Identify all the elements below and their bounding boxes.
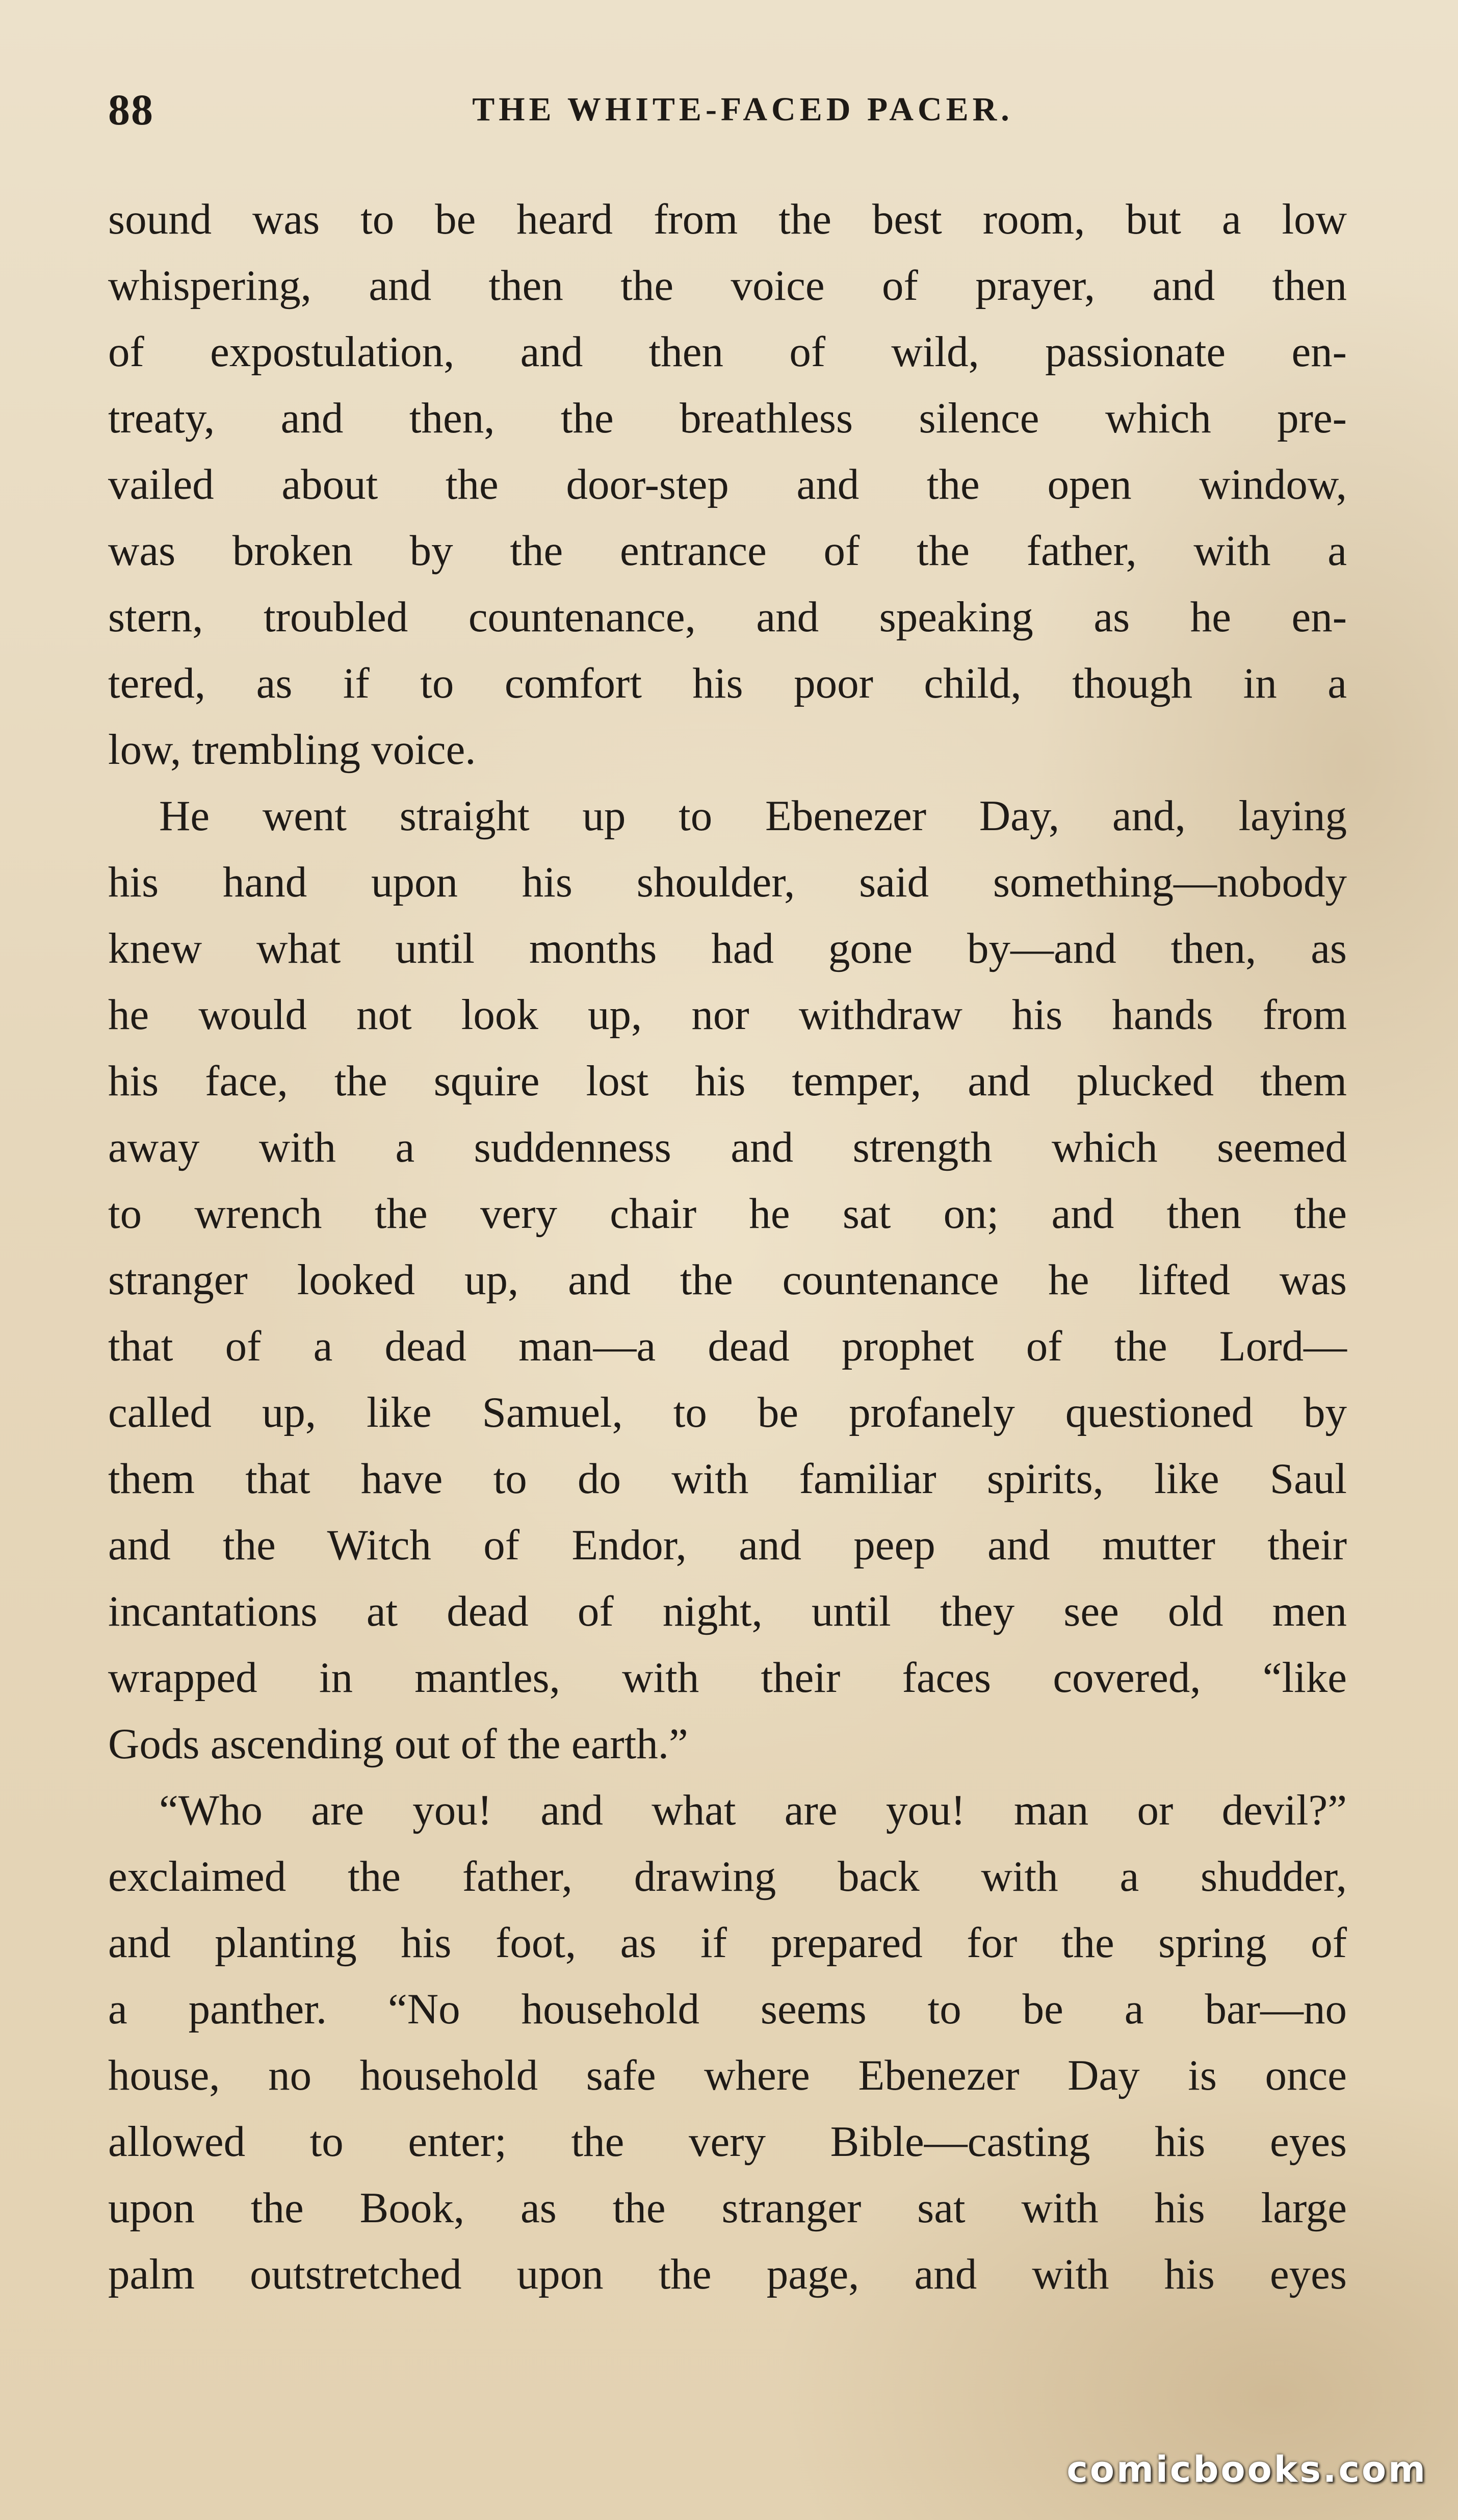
paragraph-3 [108,1777,1347,2307]
text-line: away with a suddenness and strength which seemed [108,1123,1347,1171]
text-line: and planting his foot, as if prepared for the spring of [108,1919,1347,1967]
page-header [108,79,1347,140]
body-text [108,186,1347,2307]
text-line: vailed about the door-step and the open window, [108,460,1347,508]
text-line: sound was to be heard from the best room, but a low [108,195,1347,243]
text-line: upon the Book, as the stranger sat with his large [108,2184,1347,2232]
text-line: He went straight up to Ebenezer Day, and, laying [159,792,1347,840]
text-line: to wrench the very chair he sat on; and then the [108,1190,1347,1238]
text-line: that of a dead man—a dead prophet of the Lord— [108,1322,1347,1370]
page-number: 88 [108,85,154,134]
text-line: them that have to do with familiar spirits, like Saul [108,1455,1347,1503]
text-line: called up, like Samuel, to be profanely questioned by [108,1388,1347,1436]
text-line: wrapped in mantles, with their faces covered, “like [108,1654,1347,1702]
text-line: tered, as if to comfort his poor child, though in a [108,659,1347,707]
text-line: palm outstretched upon the page, and with his eyes [108,2250,1347,2298]
text-line: a panther. “No household seems to be a bar—no [108,1985,1347,2033]
text-line: low, trembling voice. [108,726,476,774]
site-watermark: comicbooks.com [1066,2449,1427,2490]
text-line: stern, troubled countenance, and speaking as he en- [108,593,1347,641]
text-line: house, no household safe where Ebenezer Day is once [108,2051,1347,2099]
text-line: he would not look up, nor withdraw his hands from [108,991,1347,1039]
text-line: his face, the squire lost his temper, and plucked them [108,1057,1347,1105]
text-line: exclaimed the father, drawing back with a shudder, [108,1853,1347,1900]
text-line: whispering, and then the voice of prayer, and then [108,262,1347,310]
text-line: his hand upon his shoulder, said something—nobody [108,858,1347,906]
text-line: Gods ascending out of the earth.” [108,1720,688,1768]
text-line: was broken by the entrance of the father, with a [108,527,1347,575]
text-line: “Who are you! and what are you! man or devil?” [159,1786,1347,1834]
paragraph-2 [108,783,1347,1777]
text-line: treaty, and then, the breathless silence which pre- [108,394,1347,442]
text-line: stranger looked up, and the countenance he lifted was [108,1256,1347,1304]
text-line: knew what until months had gone by—and then, as [108,924,1347,972]
paragraph-1 [108,186,1347,783]
text-line: allowed to enter; the very Bible—casting his eyes [108,2118,1347,2166]
text-line: of expostulation, and then of wild, passionate en- [108,328,1347,376]
text-line: and the Witch of Endor, and peep and mutter their [108,1521,1347,1569]
running-title: THE WHITE-FACED PACER. [472,91,1013,128]
text-line: incantations at dead of night, until they see old men [108,1587,1347,1635]
